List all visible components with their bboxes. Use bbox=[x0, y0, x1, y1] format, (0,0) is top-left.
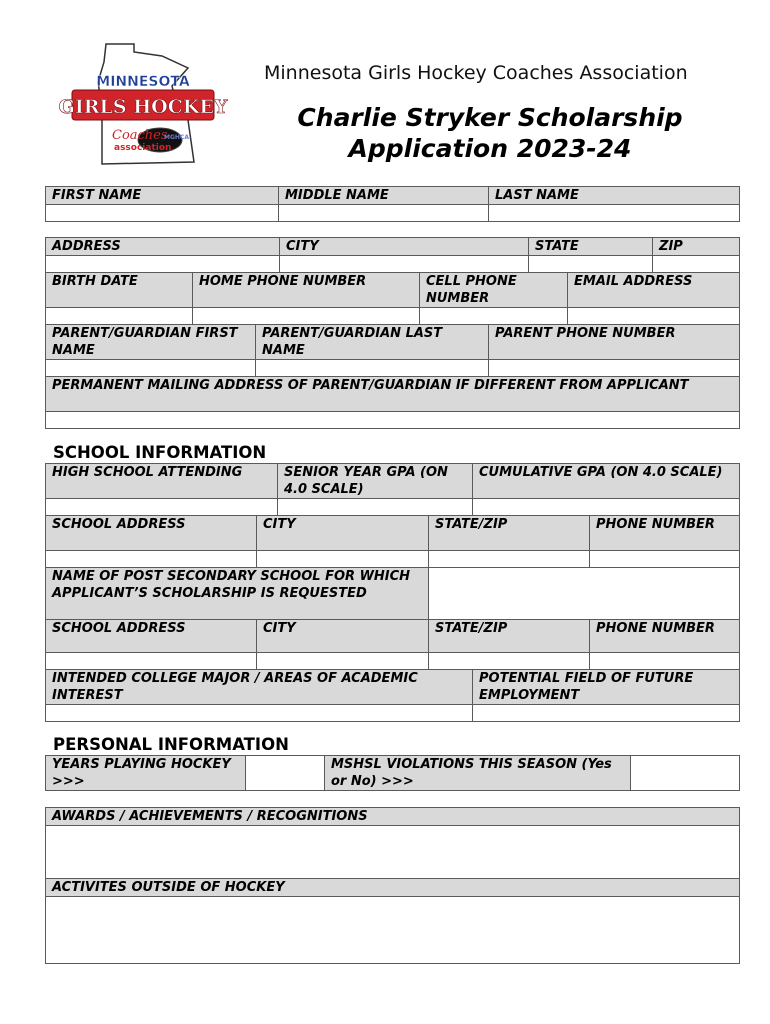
organization-name: Minnesota Girls Hockey Coaches Association bbox=[264, 62, 688, 84]
first-name-label: FIRST NAME bbox=[46, 187, 279, 205]
ps-city-field[interactable] bbox=[257, 653, 429, 670]
email-label: EMAIL ADDRESS bbox=[568, 273, 740, 308]
cell-phone-field[interactable] bbox=[420, 308, 568, 325]
cumulative-gpa-field[interactable] bbox=[473, 499, 740, 516]
contact-table bbox=[45, 237, 740, 429]
parent-phone-label: PARENT PHONE NUMBER bbox=[489, 325, 740, 360]
school-table bbox=[45, 463, 740, 722]
school-phone-field[interactable] bbox=[590, 551, 740, 568]
years-playing-field[interactable] bbox=[246, 756, 325, 791]
logo-text-coaches: Coaches bbox=[112, 128, 168, 143]
ps-city-label: CITY bbox=[257, 620, 429, 653]
school-information-heading: SCHOOL INFORMATION bbox=[53, 443, 267, 462]
city-field[interactable] bbox=[280, 256, 529, 273]
school-city-label: CITY bbox=[257, 516, 429, 551]
home-phone-label: HOME PHONE NUMBER bbox=[193, 273, 420, 308]
parent-first-name-field[interactable] bbox=[46, 360, 256, 377]
activities-field[interactable] bbox=[46, 897, 740, 964]
parent-last-name-label: PARENT/GUARDIAN LAST NAME bbox=[256, 325, 489, 360]
title-line-1: Charlie Stryker Scholarship bbox=[297, 103, 683, 132]
birth-date-field[interactable] bbox=[46, 308, 193, 325]
logo-text-mghca: MGHCA bbox=[164, 134, 189, 141]
city-label: CITY bbox=[280, 238, 529, 256]
school-state-zip-field[interactable] bbox=[429, 551, 590, 568]
awards-label: AWARDS / ACHIEVEMENTS / RECOGNITIONS bbox=[46, 808, 740, 826]
school-address-label: SCHOOL ADDRESS bbox=[46, 516, 257, 551]
parent-last-name-field[interactable] bbox=[256, 360, 489, 377]
college-major-label: INTENDED COLLEGE MAJOR / AREAS OF ACADEMIC INTEREST bbox=[46, 670, 473, 705]
parent-mailing-address-label: PERMANENT MAILING ADDRESS OF PARENT/GUARDIAN IF DIFFERENT FROM APPLICANT bbox=[46, 377, 740, 412]
home-phone-field[interactable] bbox=[193, 308, 420, 325]
school-phone-label: PHONE NUMBER bbox=[590, 516, 740, 551]
personal-table bbox=[45, 755, 740, 791]
logo-text-assoc: association bbox=[114, 143, 172, 153]
middle-name-label: MIDDLE NAME bbox=[279, 187, 489, 205]
address-label: ADDRESS bbox=[46, 238, 280, 256]
birth-date-label: BIRTH DATE bbox=[46, 273, 193, 308]
first-name-field[interactable] bbox=[46, 205, 279, 222]
page-title bbox=[240, 102, 740, 164]
activities-label: ACTIVITES OUTSIDE OF HOCKEY bbox=[46, 879, 740, 897]
zip-label: ZIP bbox=[653, 238, 740, 256]
ps-phone-label: PHONE NUMBER bbox=[590, 620, 740, 653]
ps-school-address-field[interactable] bbox=[46, 653, 257, 670]
ps-state-zip-field[interactable] bbox=[429, 653, 590, 670]
awards-activities-table bbox=[45, 807, 740, 964]
future-employment-field[interactable] bbox=[473, 705, 740, 722]
high-school-field[interactable] bbox=[46, 499, 278, 516]
post-secondary-school-label: NAME OF POST SECONDARY SCHOOL FOR WHICH APPLICANT’S SCHOLARSHIP IS REQUESTED bbox=[46, 568, 429, 620]
parent-first-name-label: PARENT/GUARDIAN FIRST NAME bbox=[46, 325, 256, 360]
school-address-field[interactable] bbox=[46, 551, 257, 568]
zip-field[interactable] bbox=[653, 256, 740, 273]
school-city-field[interactable] bbox=[257, 551, 429, 568]
ps-school-address-label: SCHOOL ADDRESS bbox=[46, 620, 257, 653]
logo-text-main: GIRLS HOCKEY bbox=[58, 96, 228, 118]
future-employment-label: POTENTIAL FIELD OF FUTURE EMPLOYMENT bbox=[473, 670, 740, 705]
last-name-field[interactable] bbox=[489, 205, 740, 222]
senior-gpa-field[interactable] bbox=[278, 499, 473, 516]
years-playing-label: YEARS PLAYING HOCKEY >>> bbox=[46, 756, 246, 791]
middle-name-field[interactable] bbox=[279, 205, 489, 222]
senior-gpa-label: SENIOR YEAR GPA (ON 4.0 SCALE) bbox=[278, 464, 473, 499]
parent-phone-field[interactable] bbox=[489, 360, 740, 377]
title-line-2: Application 2023-24 bbox=[348, 134, 632, 163]
awards-field[interactable] bbox=[46, 826, 740, 879]
logo-text-top: MINNESOTA bbox=[96, 74, 190, 90]
last-name-label: LAST NAME bbox=[489, 187, 740, 205]
minnesota-girls-hockey-logo bbox=[58, 42, 228, 172]
high-school-label: HIGH SCHOOL ATTENDING bbox=[46, 464, 278, 499]
violations-label: MSHSL VIOLATIONS THIS SEASON (Yes or No) >>> bbox=[325, 756, 631, 791]
ps-state-zip-label: STATE/ZIP bbox=[429, 620, 590, 653]
email-field[interactable] bbox=[568, 308, 740, 325]
cell-phone-label: CELL PHONE NUMBER bbox=[420, 273, 568, 308]
personal-information-heading: PERSONAL INFORMATION bbox=[53, 735, 289, 754]
violations-field[interactable] bbox=[631, 756, 740, 791]
college-major-field[interactable] bbox=[46, 705, 473, 722]
ps-phone-field[interactable] bbox=[590, 653, 740, 670]
school-state-zip-label: STATE/ZIP bbox=[429, 516, 590, 551]
state-field[interactable] bbox=[529, 256, 653, 273]
parent-mailing-address-field[interactable] bbox=[46, 412, 740, 429]
name-table bbox=[45, 186, 740, 222]
state-label: STATE bbox=[529, 238, 653, 256]
address-field[interactable] bbox=[46, 256, 280, 273]
cumulative-gpa-label: CUMULATIVE GPA (ON 4.0 SCALE) bbox=[473, 464, 740, 499]
post-secondary-school-field[interactable] bbox=[429, 568, 740, 620]
